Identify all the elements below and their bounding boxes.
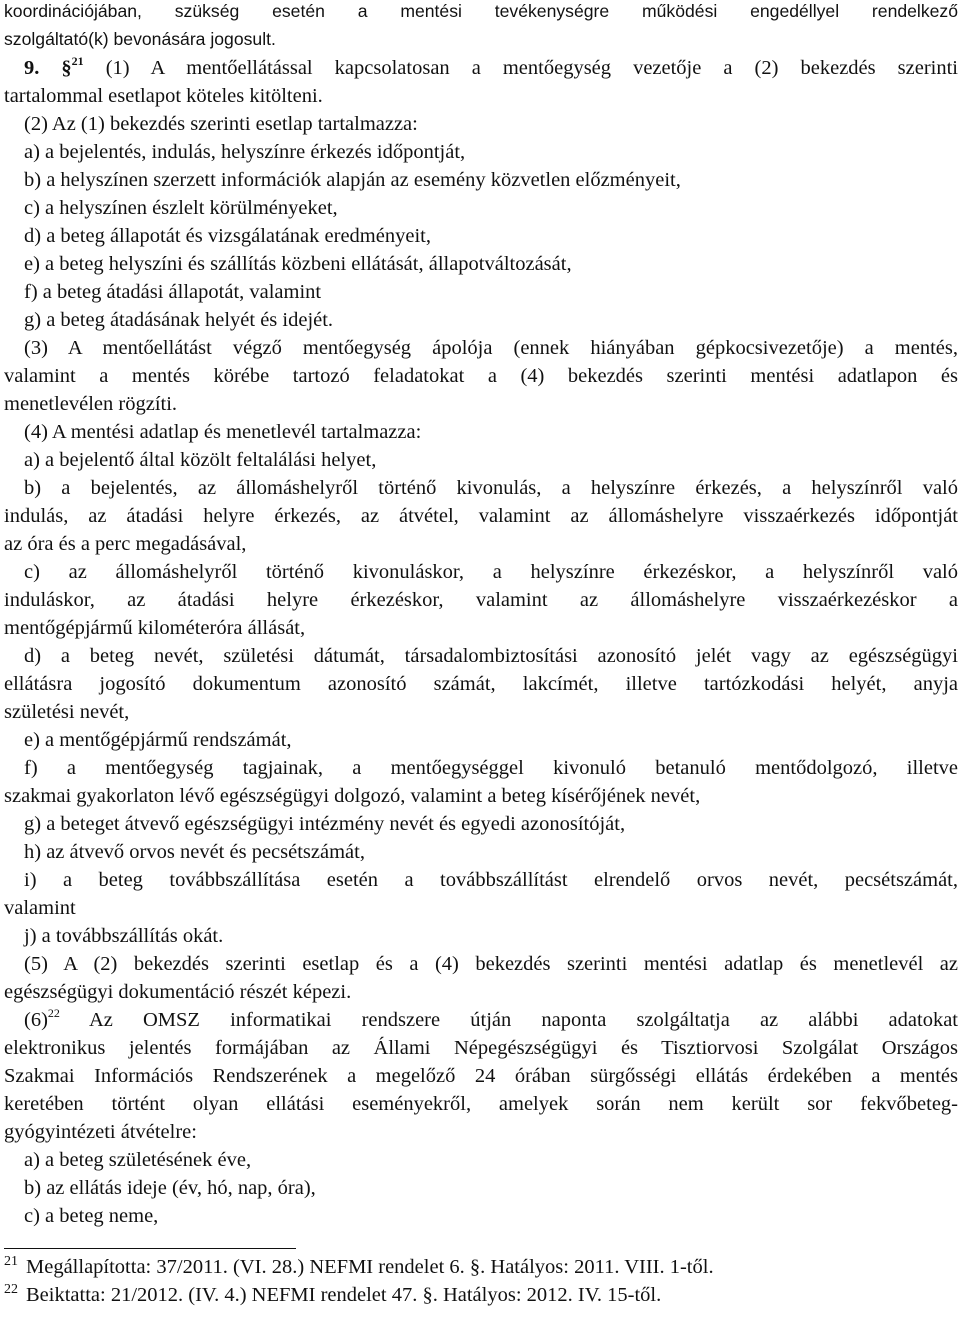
text-line: szolgáltató(k) bevonására jogosult. <box>4 29 276 49</box>
text-line: Szakmai Információs Rendszerének a megelőző 24 órában sürgősségi ellátás érdekében a mentés <box>4 1065 958 1087</box>
text-line: valamint a mentés körébe tartozó feladatokat a (4) bekezdés szerinti mentési adatlapon és <box>4 365 958 387</box>
list-item: g) a beteg átadásának helyét és idejét. <box>24 309 334 331</box>
list-item: a) a bejelentés, indulás, helyszínre érkezés időpontját, <box>24 141 466 163</box>
list-item: a) a bejelentő által közölt feltalálási helyet, <box>24 449 377 471</box>
text-line: valamint <box>4 897 76 919</box>
list-item: b) az ellátás ideje (év, hó, nap, óra), <box>24 1177 316 1199</box>
list-item: j) a továbbszállítás okát. <box>24 925 224 947</box>
paragraph-6 <box>4 1006 958 1034</box>
section-number: 9. <box>24 57 40 79</box>
section-heading-9 <box>4 54 958 82</box>
paragraph-5: (5) A (2) bekezdés szerinti esetlap és a (4) bekezdés szerinti mentési adatlap és menetlevél az <box>24 953 958 975</box>
text-line: ellátásra jogosító dokumentum azonosító számát, lakcímét, illetve tartózkodási helyét, anyja <box>4 673 958 695</box>
text-line: koordinációjában, szükség esetén a mentési tevékenységre működési engedéllyel rendelkező <box>4 1 958 21</box>
list-item: i) a beteg továbbszállítása esetén a továbbszállítást elrendelő orvos nevét, pecsétszámát, <box>24 869 958 891</box>
text-line: tartalommal esetlapot köteles kitölteni. <box>4 85 323 107</box>
text-line: mentőgépjármű kilométeróra állását, <box>4 617 306 639</box>
section-sign: § <box>61 57 72 79</box>
text-line: elektronikus jelentés formájában az Állami Népegészségügyi és Tisztiorvosi Szolgálat Országos <box>4 1037 958 1059</box>
list-item: d) a beteg nevét, születési dátumát, társadalombiztosítási azonosító jelét vagy az egészségügyi <box>24 645 958 667</box>
list-item: c) a beteg neme, <box>24 1205 159 1227</box>
list-item: f) a mentőegység tagjainak, a mentőegységgel kivonuló betanuló mentődolgozó, illetve <box>24 757 958 779</box>
list-item: b) a bejelentés, az állomáshelyről történő kivonulás, a helyszínre érkezés, a helyszínről való <box>24 477 958 499</box>
list-item: e) a mentőgépjármű rendszámát, <box>24 729 292 751</box>
list-item: c) az állomáshelyről történő kivonuláskor, a helyszínre érkezéskor, a helyszínről való <box>24 561 958 583</box>
list-item: c) a helyszínen észlelt körülményeket, <box>24 197 338 219</box>
footnote-ref[interactable]: 22 <box>47 1006 60 1020</box>
document-page <box>4 0 958 1309</box>
footnote-text: Megállapította: 37/2011. (VI. 28.) NEFMI rendelet 6. §. Hatályos: 2011. VIII. 1-től. <box>26 1256 714 1278</box>
footnote-divider <box>4 1248 296 1249</box>
text-line: gyógyintézeti átvételre: <box>4 1121 197 1143</box>
paragraph-3: (3) A mentőellátást végző mentőegység ápolója (ennek hiányában gépkocsivezetője) a mentés, <box>24 337 958 359</box>
footnote: 22 Beiktatta: 21/2012. (IV. 4.) NEFMI rendelet 47. §. Hatályos: 2012. IV. 15-től. <box>4 1282 662 1306</box>
text-line: indulás, az átadási helyre érkezés, az átvétel, valamint az állomáshelyre visszaérkezés időpontját <box>4 505 958 527</box>
paragraph-label: (6) <box>24 1009 48 1031</box>
text-line: keretében történt olyan ellátási eseményekről, amelyek során nem került sor fekvőbeteg- <box>4 1093 958 1115</box>
list-item: d) a beteg állapotát és vizsgálatának eredményeit, <box>24 225 431 247</box>
list-item: b) a helyszínen szerzett információk alapján az esemény közvetlen előzményeit, <box>24 169 681 191</box>
list-item: f) a beteg átadási állapotát, valamint <box>24 281 322 303</box>
list-item: h) az átvevő orvos nevét és pecsétszámát, <box>24 841 365 863</box>
text-line: születési nevét, <box>4 701 130 723</box>
list-item: a) a beteg születésének éve, <box>24 1149 252 1171</box>
text-line: Az OMSZ informatikai rendszere útján naponta szolgáltatja az alábbi adatokat <box>88 1009 958 1031</box>
text-line: az óra és a perc megadásával, <box>4 533 247 555</box>
text-line: induláskor, az átadási helyre érkezéskor, valamint az állomáshelyre visszaérkezéskor a <box>4 589 958 611</box>
paragraph-4-intro: (4) A mentési adatlap és menetlevél tartalmazza: <box>24 421 422 443</box>
text-line: (1) A mentőellátással kapcsolatosan a mentőegység vezetője a (2) bekezdés szerinti <box>105 57 959 79</box>
footnote: 21 Megállapította: 37/2011. (VI. 28.) NEFMI rendelet 6. §. Hatályos: 2011. VIII. 1-től. <box>4 1254 714 1278</box>
paragraph-2-intro: (2) Az (1) bekezdés szerinti esetlap tartalmazza: <box>24 113 418 135</box>
list-item: e) a beteg helyszíni és szállítás közbeni ellátását, állapotváltozását, <box>24 253 572 275</box>
footnote-ref[interactable]: 21 <box>71 54 84 68</box>
text-line: egészségügyi dokumentáció részét képezi. <box>4 981 352 1003</box>
list-item: g) a beteget átvevő egészségügyi intézmény nevét és egyedi azonosítóját, <box>24 813 626 835</box>
text-line: szakmai gyakorlaton lévő egészségügyi dolgozó, valamint a beteg kísérőjének nevét, <box>4 785 701 807</box>
footnote-text: Beiktatta: 21/2012. (IV. 4.) NEFMI rendelet 47. §. Hatályos: 2012. IV. 15-től. <box>26 1284 662 1306</box>
text-line: menetlevélen rögzíti. <box>4 393 178 415</box>
